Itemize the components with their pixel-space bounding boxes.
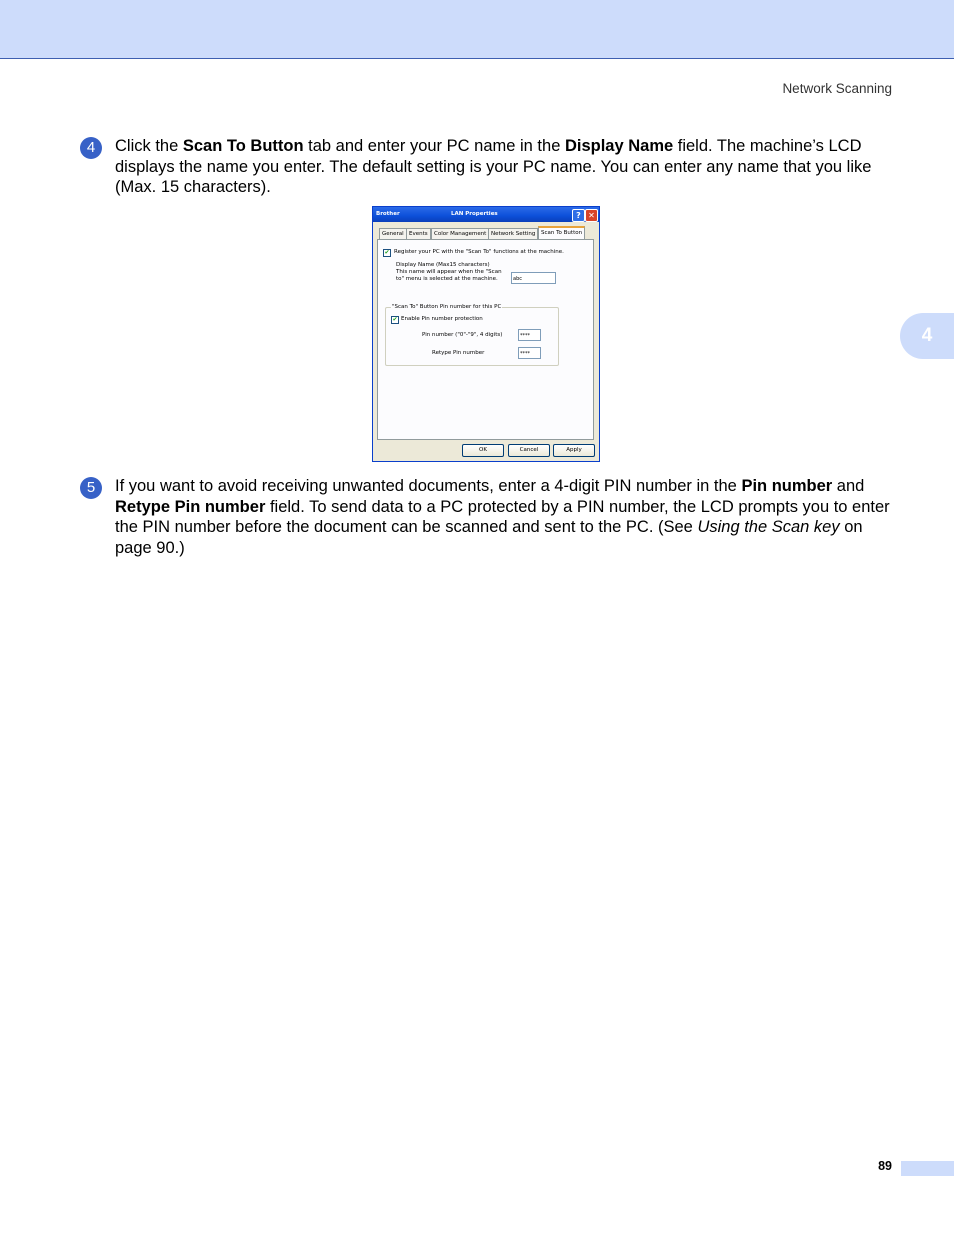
display-name-field[interactable]: abc xyxy=(511,272,556,284)
retype-pin-label: Retype Pin number xyxy=(432,350,485,356)
lan-properties-dialog xyxy=(372,206,600,462)
tab-network-setting[interactable]: Network Setting xyxy=(488,228,538,239)
tab-scan-to-button[interactable]: Scan To Button xyxy=(538,226,585,240)
text-run: on page 90.) xyxy=(115,518,863,557)
running-head: Network Scanning xyxy=(782,81,892,96)
step-5-text xyxy=(115,476,892,558)
step-4 xyxy=(80,136,892,198)
dialog-title: LAN Properties xyxy=(451,211,498,217)
pin-protection-checkbox[interactable]: ✔ xyxy=(392,316,398,323)
tab-color-management[interactable]: Color Management xyxy=(431,228,489,239)
pin-protection-label: Enable Pin number protection xyxy=(401,316,483,322)
header-band xyxy=(0,0,954,59)
bold-term: Retype Pin number xyxy=(115,497,266,516)
dialog-title-left: Brother xyxy=(376,211,400,217)
footer-bar xyxy=(901,1161,954,1176)
tab-events[interactable]: Events xyxy=(406,228,431,239)
display-name-hint: to" menu is selected at the machine. xyxy=(396,276,498,282)
text-run: field. To send data to a PC protected by a PIN number, the LCD prompts you to enter the PIN number before the document can be scanned and sent to the PC. (See xyxy=(115,497,890,536)
close-icon[interactable]: ✕ xyxy=(585,209,598,222)
tab-general[interactable]: General xyxy=(379,228,407,239)
tab-panel xyxy=(377,239,594,440)
apply-button[interactable]: Apply xyxy=(553,444,595,457)
text-run: and xyxy=(832,477,865,495)
bold-term: Scan To Button xyxy=(182,137,304,155)
chapter-tab: 4 xyxy=(900,313,954,359)
bold-term: Display Name xyxy=(564,137,674,155)
dialog-titlebar xyxy=(373,207,599,222)
text-run: Click the xyxy=(115,137,183,155)
ok-button[interactable]: OK xyxy=(462,444,504,457)
display-name-hint: This name will appear when the "Scan xyxy=(396,269,502,275)
pin-number-label: Pin number ("0"-"9", 4 digits) xyxy=(422,332,503,338)
pin-group-title: "Scan To" Button Pin number for this PC xyxy=(392,304,502,310)
text-run: tab and enter your PC name in the xyxy=(303,137,565,155)
page-number: 89 xyxy=(878,1159,892,1173)
step-5 xyxy=(80,476,892,558)
text-run: field. The machine’s LCD displays the name you enter. The default setting is your PC name. You can enter any name that you like (Max. 15 characters). xyxy=(115,137,872,196)
register-checkbox-label: Register your PC with the "Scan To" functions at the machine. xyxy=(394,249,564,255)
retype-pin-field[interactable]: **** xyxy=(518,347,541,359)
step-number-badge: 4 xyxy=(80,137,102,159)
help-icon[interactable]: ? xyxy=(572,209,585,222)
display-name-label: Display Name (Max15 characters) xyxy=(396,262,490,268)
step-number-badge: 5 xyxy=(80,477,102,499)
cross-reference-link[interactable]: Using the Scan key xyxy=(697,518,840,536)
pin-group xyxy=(385,304,559,366)
step-4-text xyxy=(115,136,892,198)
cancel-button[interactable]: Cancel xyxy=(508,444,550,457)
pin-number-field[interactable]: **** xyxy=(518,329,541,341)
bold-term: Pin number xyxy=(741,477,833,495)
register-checkbox[interactable]: ✔ xyxy=(384,249,390,256)
text-run: If you want to avoid receiving unwanted documents, enter a 4-digit PIN number in the xyxy=(115,477,742,495)
